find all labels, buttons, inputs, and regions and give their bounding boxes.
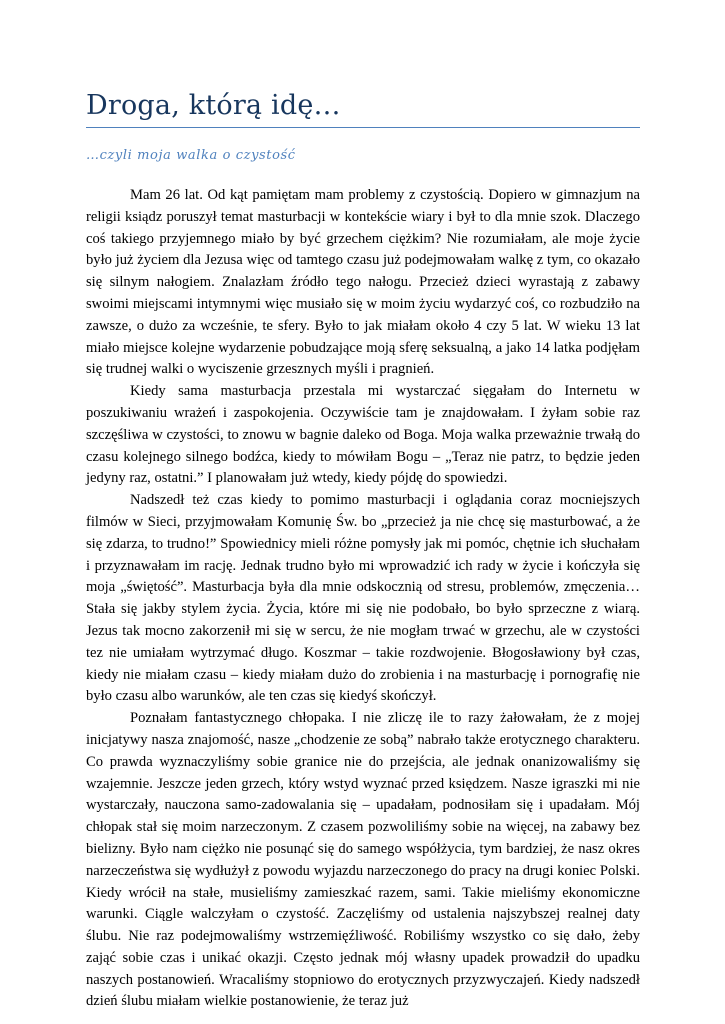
- document-title: Droga, którą idę…: [86, 90, 341, 121]
- document-subtitle: …czyli moja walka o czystość: [86, 148, 296, 163]
- document-body: [86, 185, 640, 1013]
- paragraph: Kiedy sama masturbacja przestala mi wystarczać sięgałam do Internetu w poszukiwaniu wrażeń i zaspokojenia. Oczywiście tam je znajdowałam. I żyłam sobie raz szczęśliwa w czystości, to znowu w bagnie daleko od Boga. Moja walka przeważnie trwałą do czasu kolejnego silnego bodźca, kiedy to mówiłam Bogu – „Teraz nie patrz, to będzie jeden jedyny raz, ostatni.” I planowałam już wtedy, kiedy pójdę do spowiedzi.: [86, 383, 640, 487]
- paragraph: Nadszedł też czas kiedy to pomimo masturbacji i oglądania coraz mocniejszych filmów w Sieci, przyjmowałam Komunię Św. bo „przecież ja nie chcę się masturbować, a że się zdarza, to trudno!” Spowiednicy mieli różne pomysły jak mi pomóc, chętnie ich słuchałam i przyznawałam im rację. Jednak trudno było mi wprowadzić ich rady w życie i kończyła się moja „świętość”. Masturbacja była dla mnie odskocznią od stresu, problemów, zmęczenia… Stała się jakby stylem życia. Życia, które mi się nie podobało, bo było sprzeczne z wiarą. Jezus tak mocno zakorzenił mi się w sercu, że nie mogłam trwać w grzechu, ale w czystości tez nie umiałam wytrzymać długo. Koszmar – takie rozdwojenie. Błogosławiony był czas, kiedy nie miałam czasu – kiedy miałam dużo do zrobienia i na masturbację i pornografię nie było czasu albo warunków, ale ten czas się kiedyś skończył.: [86, 492, 640, 705]
- paragraph: Mam 26 lat. Od kąt pamiętam mam problemy z czystością. Dopiero w gimnazjum na religii ksiądz poruszył temat masturbacji w kontekście wiary i był to dla mnie szok. Dlaczego coś takiego przyjemnego miało by być grzechem ciężkim? Nie rozumiałam, ale moje życie było już życiem dla Jezusa więc od tamtego czasu już podejmowałam walkę z tym, co okazało się silnym nałogiem. Znalazłam źródło tego nałogu. Przecież dzieci wyrastają z zabawy swoimi miejscami intymnymi więc musiało się w moim życiu wydarzyć coś, co rozbudziło na zawsze, o dużo za wcześnie, te sfery. Było to jak miałam około 4 czy 5 lat. W wieku 13 lat miało miejsce kolejne wydarzenie pobudzające moją sferę seksualną, a jako 14 latka podjęłam się trudnej walki o wyciszenie grzesznych myśli i pragnień.: [86, 187, 640, 378]
- paragraph: Poznałam fantastycznego chłopaka. I nie zliczę ile to razy żałowałam, że z mojej inicjatywy nasza znajomość, nasze „chodzenie ze sobą” nabrało także erotycznego charakteru. Co prawda wyznaczyliśmy sobie granice nie do przejścia, ale jednak onanizowaliśmy się wzajemnie. Jeszcze jeden grzech, który wstyd wyznać przed księdzem. Nasze igraszki mi nie wystarczały, nauczona samo-zadowalania się – upadałam, podnosiłam się i upadałam. Mój chłopak stał się moim narzeczonym. Z czasem pozwoliliśmy sobie na więcej, na zabawy bez bielizny. Było nam ciężko nie posunąć się do samego współżycia, tym bardziej, że nasz okres narzeczeństwa się wydłużył z powodu wyjazdu narzeczonego do pracy na drugi koniec Polski. Kiedy wrócił na stałe, musieliśmy zamieszkać razem, sami. Takie mieliśmy ekonomiczne warunki. Ciągle walczyłam o czystość. Zaczęliśmy od ustalenia najszybszej realnej daty ślubu. Nie raz podejmowaliśmy wstrzemięźliwość. Robiliśmy wszystko co się dało, żeby zająć sobie czas i unikać okazji. Często jednak mój własny upadek prowadził do upadku naszych postanowień. Wracaliśmy stopniowo do erotycznych przyzwyczajeń. Kiedy nadszedł dzień ślubu miałam wielkie postanowienie, że teraz już: [86, 710, 640, 1010]
- title-underline-divider: [86, 127, 640, 128]
